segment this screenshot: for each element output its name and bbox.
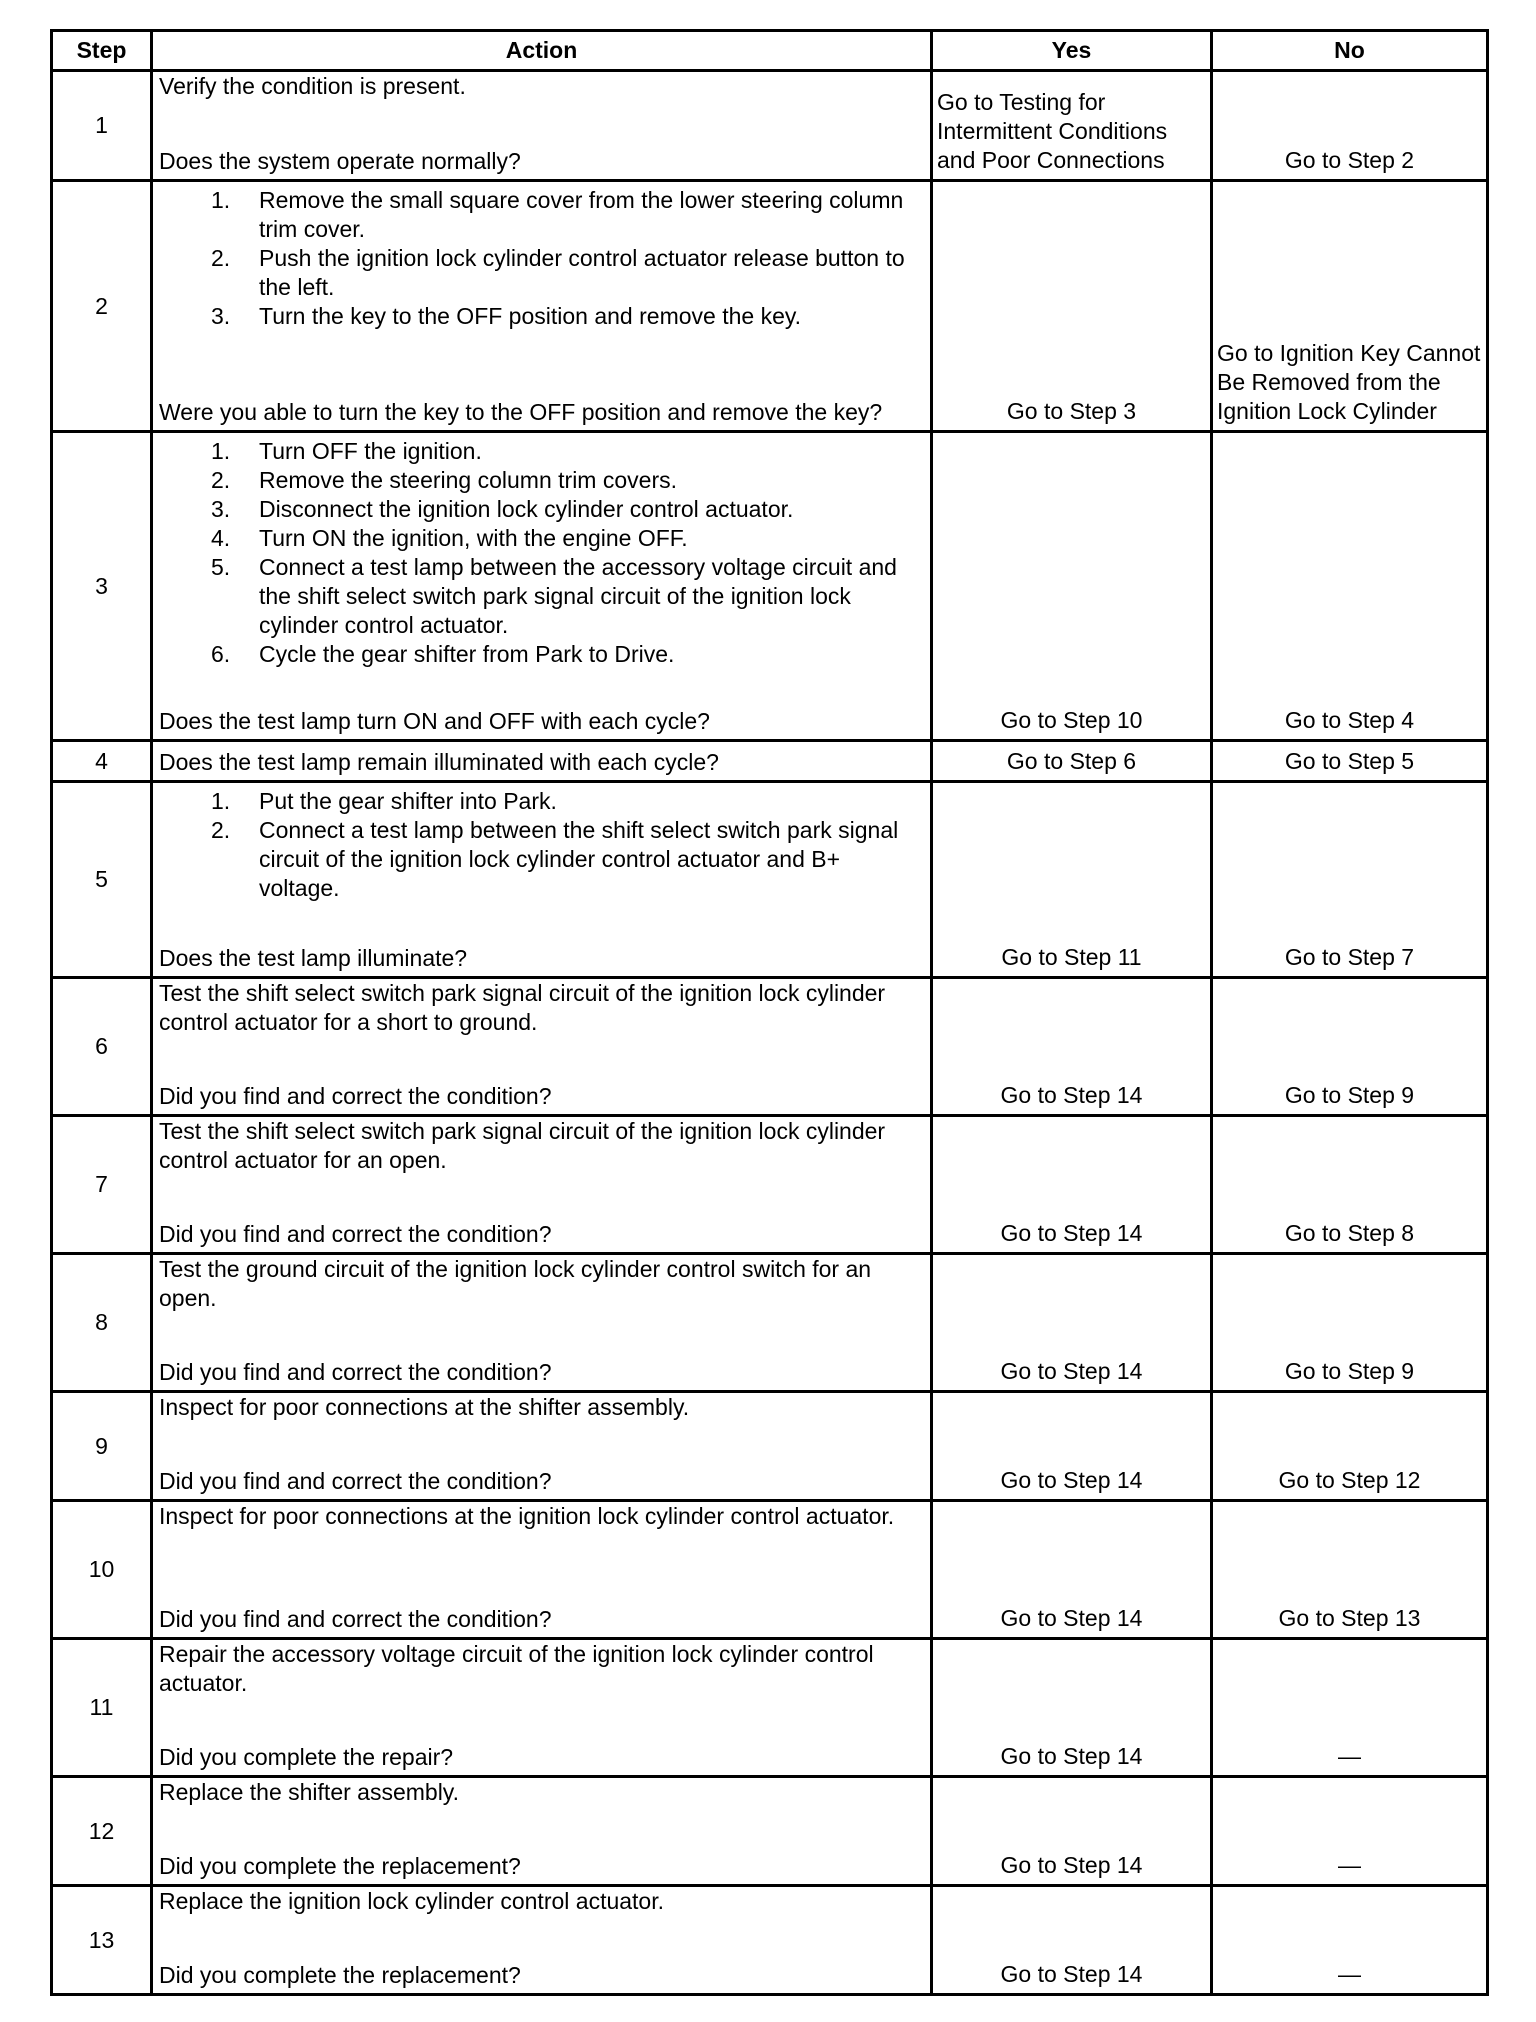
no-result: Go to Step 9	[1212, 1254, 1488, 1392]
action-question: Does the test lamp illuminate?	[159, 945, 468, 971]
step-number: 8	[52, 1254, 152, 1392]
procedure-item-number: 3.	[211, 303, 231, 329]
yes-result: Go to Step 10	[932, 432, 1212, 741]
action-cell	[152, 181, 932, 432]
action-question: Did you complete the replacement?	[159, 1853, 521, 1879]
yes-result: Go to Step 14	[932, 1886, 1212, 1995]
action-question: Did you find and correct the condition?	[159, 1221, 552, 1247]
action-cell	[152, 1116, 932, 1254]
header-yes: Yes	[932, 31, 1212, 71]
yes-result: Go to Step 14	[932, 1392, 1212, 1501]
action-instruction: Inspect for poor connections at the ignition lock cylinder control actuator.	[159, 1503, 895, 1529]
action-instruction: Test the shift select switch park signal circuit of the ignition lock cylinder control actuator for an open.	[159, 1118, 886, 1173]
yes-result: Go to Step 14	[932, 978, 1212, 1116]
procedure-item-text: Remove the steering column trim covers.	[259, 467, 677, 493]
action-instruction: Inspect for poor connections at the shifter assembly.	[159, 1394, 690, 1420]
action-question: Did you find and correct the condition?	[159, 1468, 552, 1494]
step-number: 9	[52, 1392, 152, 1501]
procedure-list	[159, 186, 924, 331]
no-result: —	[1212, 1639, 1488, 1777]
action-cell	[152, 1886, 932, 1995]
procedure-item-text: Connect a test lamp between the shift select switch park signal circuit of the ignition lock cylinder control actuator and B+ voltage.	[259, 817, 899, 901]
no-result: Go to Step 8	[1212, 1116, 1488, 1254]
step-number: 1	[52, 71, 152, 181]
step-number: 2	[52, 181, 152, 432]
action-cell	[152, 1392, 932, 1501]
action-question: Does the test lamp turn ON and OFF with each cycle?	[159, 708, 710, 734]
table-row	[52, 1392, 1488, 1501]
no-result: Go to Step 13	[1212, 1501, 1488, 1639]
step-number: 13	[52, 1886, 152, 1995]
procedure-item	[211, 816, 924, 903]
no-result: —	[1212, 1777, 1488, 1886]
action-question: Did you complete the replacement?	[159, 1962, 521, 1988]
action-cell	[152, 978, 932, 1116]
yes-result: Go to Step 14	[932, 1639, 1212, 1777]
procedure-item	[211, 640, 924, 669]
action-cell	[152, 1777, 932, 1886]
procedure-item-number: 5.	[211, 554, 231, 580]
yes-result: Go to Step 14	[932, 1777, 1212, 1886]
procedure-item	[211, 787, 924, 816]
procedure-item	[211, 553, 924, 640]
table-row	[52, 71, 1488, 181]
step-number: 7	[52, 1116, 152, 1254]
procedure-item-number: 3.	[211, 496, 231, 522]
action-question: Were you able to turn the key to the OFF position and remove the key?	[159, 399, 883, 425]
table-body	[52, 71, 1488, 1995]
table-row	[52, 1639, 1488, 1777]
procedure-list	[159, 787, 924, 903]
procedure-item-number: 1.	[211, 788, 231, 814]
no-result: Go to Step 12	[1212, 1392, 1488, 1501]
action-question: Did you find and correct the condition?	[159, 1359, 552, 1385]
procedure-item	[211, 495, 924, 524]
procedure-item-number: 6.	[211, 641, 231, 667]
procedure-item-text: Turn OFF the ignition.	[259, 438, 482, 464]
action-cell	[152, 1639, 932, 1777]
procedure-item-text: Remove the small square cover from the lower steering column trim cover.	[259, 187, 904, 242]
procedure-item-text: Cycle the gear shifter from Park to Drive.	[259, 641, 675, 667]
step-number: 3	[52, 432, 152, 741]
action-cell	[152, 71, 932, 181]
action-cell	[152, 1254, 932, 1392]
procedure-item	[211, 302, 924, 331]
header-no: No	[1212, 31, 1488, 71]
action-cell	[152, 741, 932, 782]
no-result: Go to Step 2	[1212, 71, 1488, 181]
step-number: 11	[52, 1639, 152, 1777]
action-instruction: Repair the accessory voltage circuit of the ignition lock cylinder control actuator.	[159, 1641, 874, 1696]
procedure-item-number: 2.	[211, 817, 231, 843]
action-instruction: Replace the shifter assembly.	[159, 1779, 459, 1805]
procedure-item-number: 1.	[211, 438, 231, 464]
no-result: Go to Step 4	[1212, 432, 1488, 741]
action-question: Does the system operate normally?	[159, 148, 521, 174]
procedure-list	[159, 437, 924, 669]
procedure-item-number: 4.	[211, 525, 231, 551]
table-row	[52, 1886, 1488, 1995]
table-row	[52, 181, 1488, 432]
yes-result: Go to Step 14	[932, 1254, 1212, 1392]
no-result: Go to Step 9	[1212, 978, 1488, 1116]
no-result: —	[1212, 1886, 1488, 1995]
action-instruction: Test the shift select switch park signal circuit of the ignition lock cylinder control actuator for a short to ground.	[159, 980, 886, 1035]
table-row	[52, 1777, 1488, 1886]
header-step: Step	[52, 31, 152, 71]
step-number: 4	[52, 741, 152, 782]
action-instruction: Replace the ignition lock cylinder control actuator.	[159, 1888, 665, 1914]
step-number: 6	[52, 978, 152, 1116]
action-cell	[152, 1501, 932, 1639]
procedure-item-text: Connect a test lamp between the accessory voltage circuit and the shift select switch park signal circuit of the ignition lock cylinder control actuator.	[259, 554, 897, 638]
action-instruction: Test the ground circuit of the ignition lock cylinder control switch for an open.	[159, 1256, 872, 1311]
table-row	[52, 1501, 1488, 1639]
step-number: 10	[52, 1501, 152, 1639]
yes-result: Go to Step 14	[932, 1116, 1212, 1254]
procedure-item	[211, 186, 924, 244]
yes-result: Go to Testing for Intermittent Conditions and Poor Connections	[932, 71, 1212, 181]
action-cell	[152, 782, 932, 978]
procedure-item-text: Disconnect the ignition lock cylinder control actuator.	[259, 496, 794, 522]
yes-result: Go to Step 3	[932, 181, 1212, 432]
procedure-item	[211, 244, 924, 302]
diagnostic-table	[50, 29, 1489, 1996]
table-row	[52, 1254, 1488, 1392]
action-question: Did you find and correct the condition?	[159, 1606, 552, 1632]
header-row	[52, 31, 1488, 71]
table-row	[52, 741, 1488, 782]
procedure-item	[211, 524, 924, 553]
no-result: Go to Ignition Key Cannot Be Removed from the Ignition Lock Cylinder	[1212, 181, 1488, 432]
procedure-item-number: 1.	[211, 187, 231, 213]
procedure-item-number: 2.	[211, 467, 231, 493]
procedure-item	[211, 437, 924, 466]
action-question: Did you complete the repair?	[159, 1744, 454, 1770]
action-instruction: Verify the condition is present.	[159, 73, 466, 99]
table-row	[52, 432, 1488, 741]
procedure-item-text: Put the gear shifter into Park.	[259, 788, 557, 814]
action-question: Does the test lamp remain illuminated with each cycle?	[159, 749, 719, 775]
no-result: Go to Step 5	[1212, 741, 1488, 782]
procedure-item-text: Turn ON the ignition, with the engine OFF.	[259, 525, 688, 551]
table-row	[52, 1116, 1488, 1254]
header-action: Action	[152, 31, 932, 71]
procedure-item-text: Push the ignition lock cylinder control actuator release button to the left.	[259, 245, 905, 300]
procedure-item-number: 2.	[211, 245, 231, 271]
yes-result: Go to Step 6	[932, 741, 1212, 782]
yes-result: Go to Step 14	[932, 1501, 1212, 1639]
step-number: 5	[52, 782, 152, 978]
procedure-item	[211, 466, 924, 495]
procedure-item-text: Turn the key to the OFF position and remove the key.	[259, 303, 802, 329]
no-result: Go to Step 7	[1212, 782, 1488, 978]
yes-result: Go to Step 11	[932, 782, 1212, 978]
action-question: Did you find and correct the condition?	[159, 1083, 552, 1109]
action-cell	[152, 432, 932, 741]
table-row	[52, 978, 1488, 1116]
table-row	[52, 782, 1488, 978]
step-number: 12	[52, 1777, 152, 1886]
